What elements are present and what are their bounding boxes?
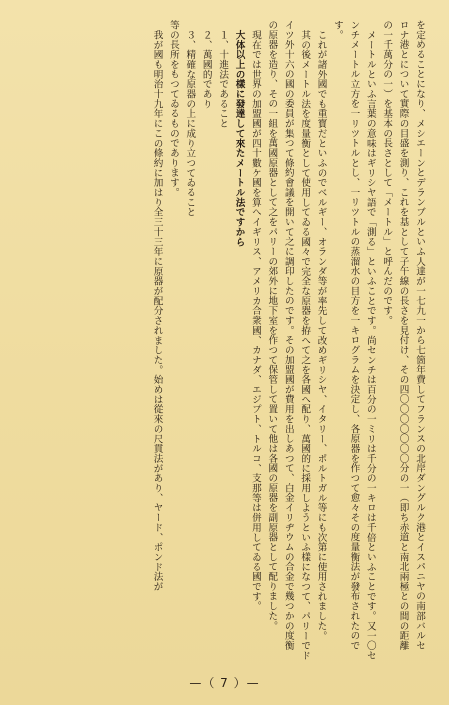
paragraph-advantages: 等の長所をもつてゐるものであります。: [167, 20, 179, 198]
paragraph-meter-origin: を定めることになり、メシエーンとデランブルといふ人達が一七九一から七箇年費してフランスの北岸ダングルク港とイスパニヤの南部バルセロナ港とについて實際の目盛を測り、これを基として子午線の長さを見付け、その四〇〇〇〇〇〇〇分の一（即ち赤道と南北兩極との間の距離の一千萬分の一）を基本の長さとして「メートル」と呼んだのです。: [381, 20, 425, 651]
paragraph-member-countries: 現在では世界の加盟國が四十數ケ國を算へイギリス、アメリカ合衆國、カナダ、エジプト、トルコ、支那等は併用してゐる國です。: [249, 29, 261, 611]
page-number: —（ 7 ）—: [189, 676, 260, 690]
list-item-international: ２、萬國的であり: [200, 29, 212, 109]
paragraph-summary-heading: 大体以上の樣に發達して來たメートル法ですから: [233, 29, 245, 247]
vertical-text-body: [17, 20, 427, 660]
paragraph-japan-adoption: 我が國も明治十九年にこの條約に加はり全三十三年に原器が配分されました。始めは從來の尺貫法があり、ヤード、ポンド法が: [151, 29, 163, 592]
list-item-decimal: １、十進法であること: [217, 29, 229, 129]
list-item-precise-standard: ３、精確な原器の上に成り立つてゐること: [184, 29, 196, 217]
paragraph-international-treaty: 其の後メートル法を度量衡として使用してゐる國々で完全な原器を拵へて之を各國へ配り、萬國的に採用しようといふ樣になつて、パリーでドイツ外十六の國の委員が集つて條約會議を開いて之に調印したのです。その加盟國が費用を出しあつて、白金イリヂウムの合金で幾つかの度衡の原器を造り、その一組を萬國原器として之をパリーの郊外に地下室を作つて保管して置いて他は各國の原器を副原器として配りました。: [266, 20, 311, 660]
paragraph-adoption-abroad: これが諸外國でも重寳だといふのでベルギー、オランダ等が率先して改めギリシヤ、イタリー、ポルトガル等にも次第に使用されました。: [315, 29, 327, 641]
paragraph-meter-meaning: メートルといふ言葉の意味はギリシヤ語で「測る」といふことです。尚センチは百分の一ミリは千分の一キロは千倍といふことです。又一〇センチメートル立方を一リツトルとし、一リツトルの蒸溜水の目方を一キログラムを決定し、各原器を作つて愈々その度量衡法が發布されたのです。: [331, 20, 376, 660]
